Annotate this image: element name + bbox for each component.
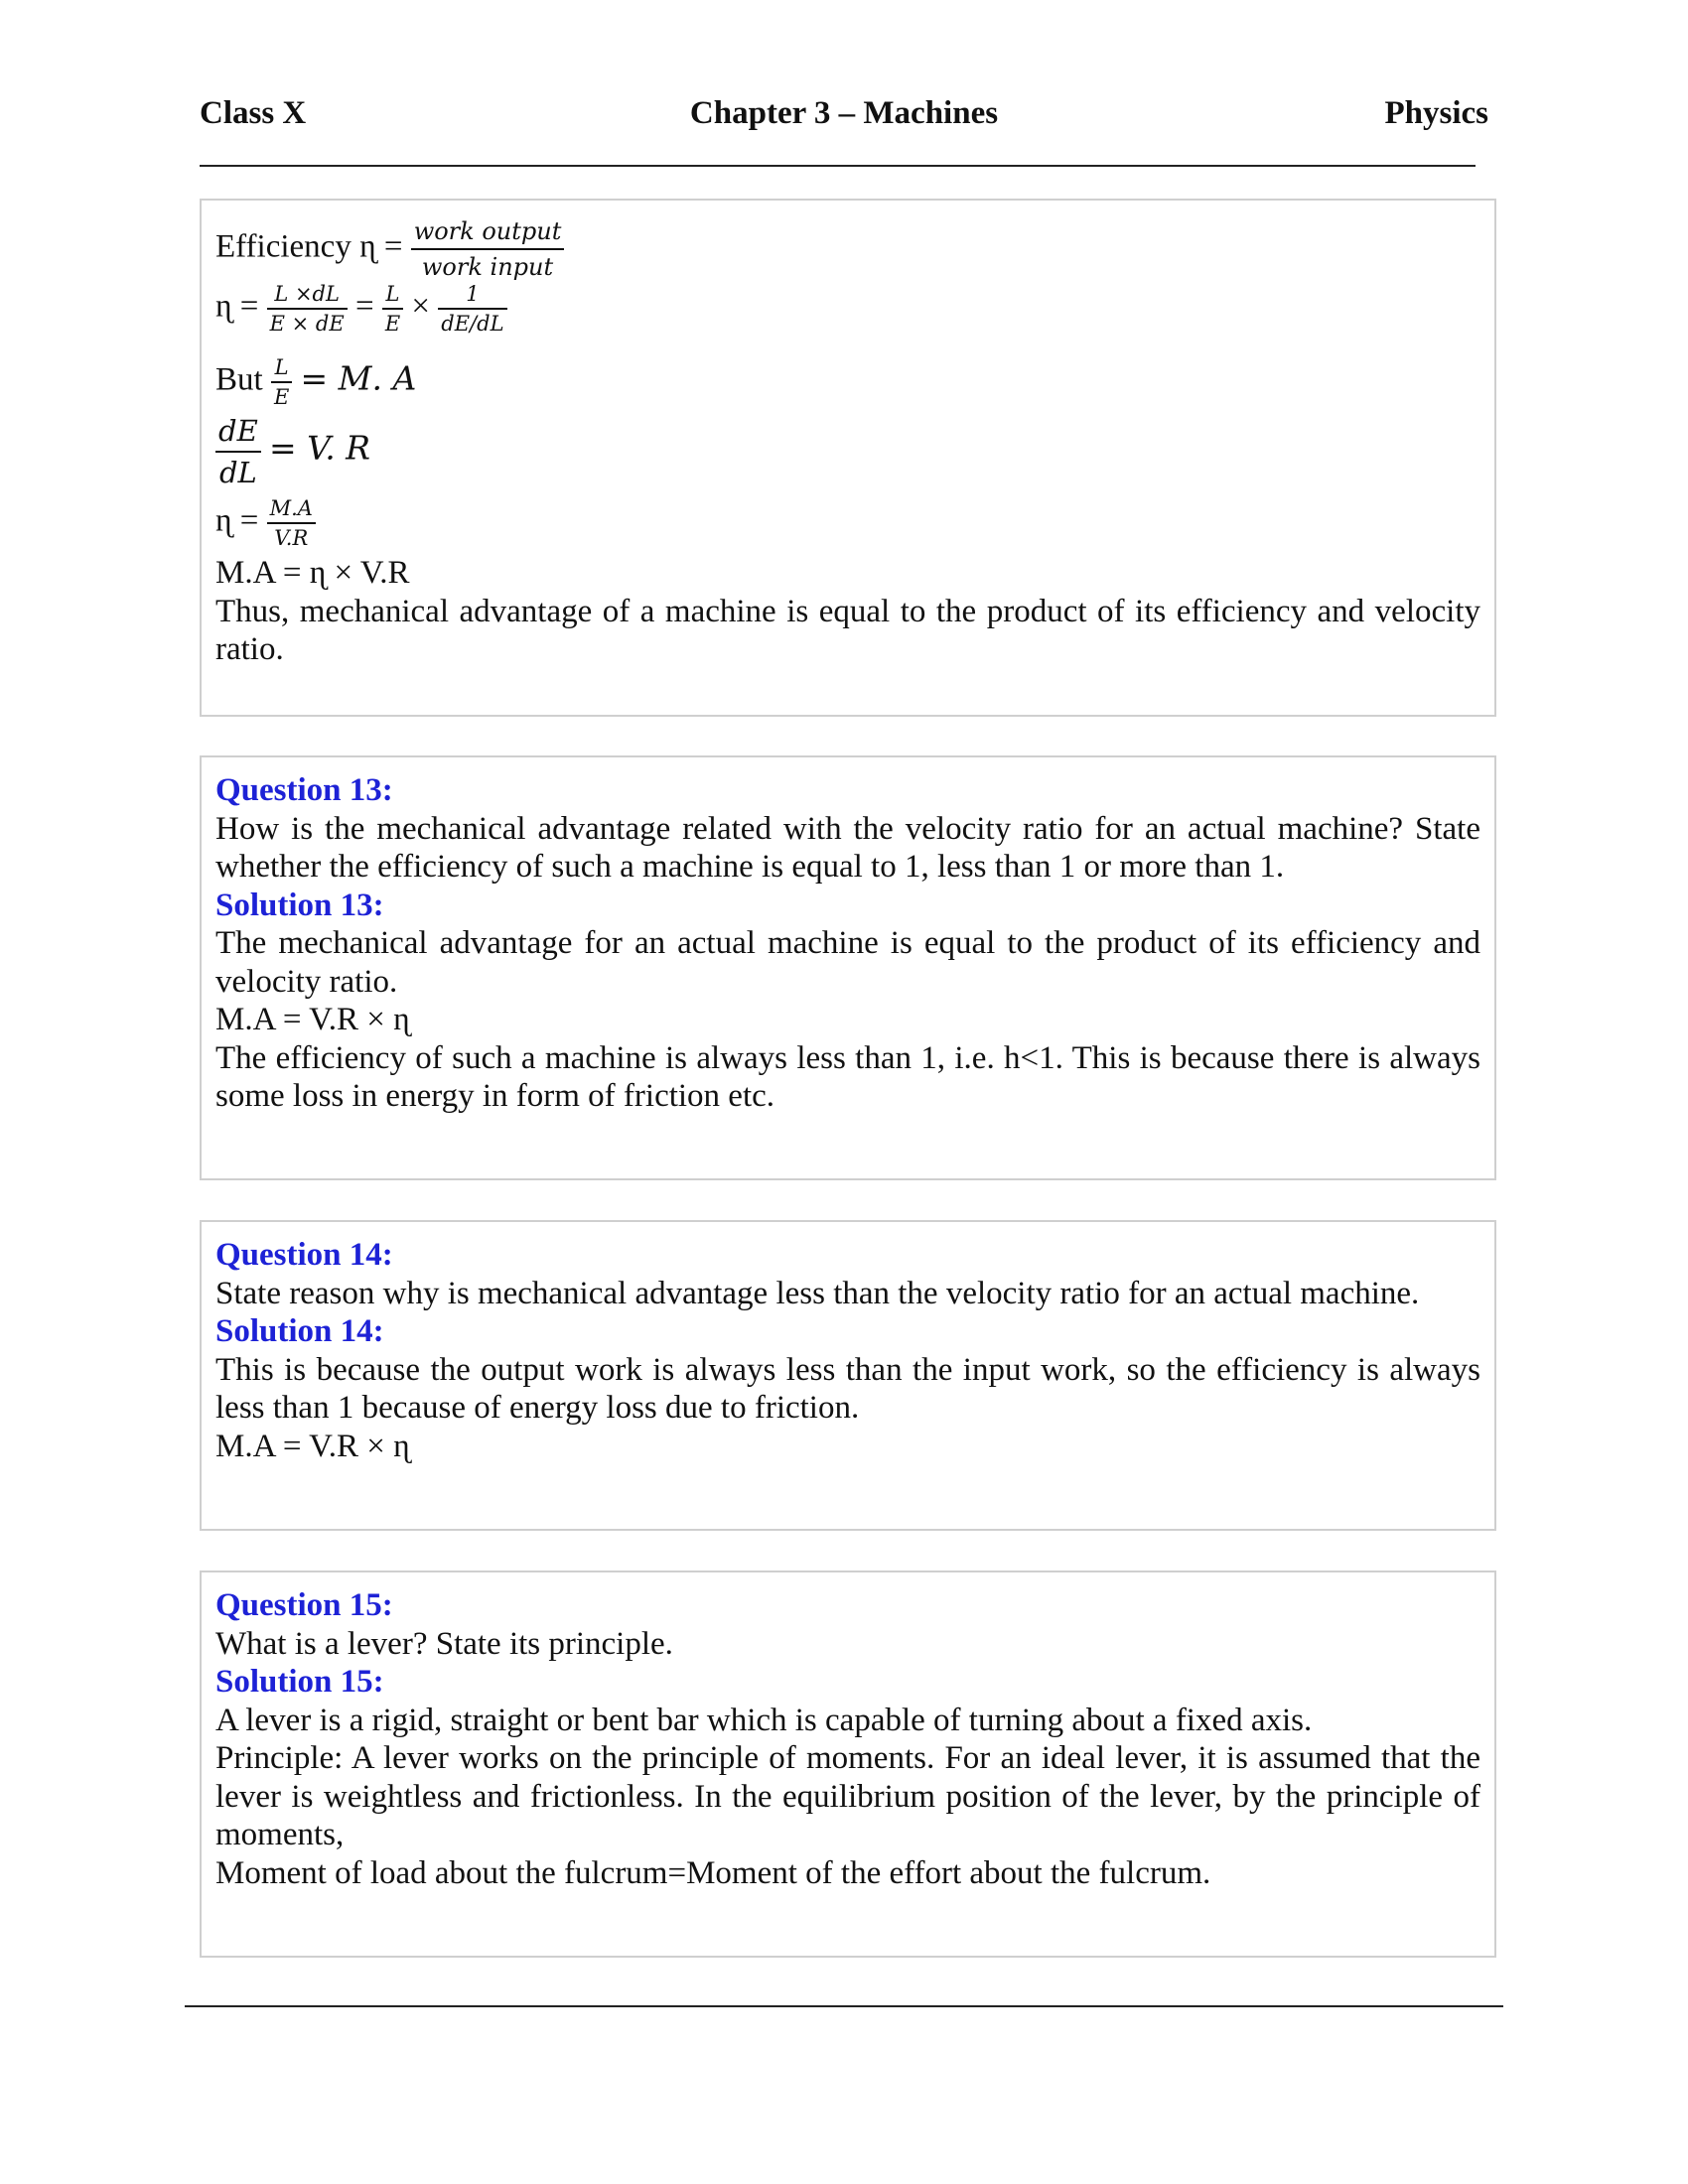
but-label: But <box>215 361 263 398</box>
solution-line: Principle: A lever works on the principle of moments. For an ideal lever, it is assumed that the lever is weightless and frictionless. In the equilibrium position of the lever, by the principle of moments, <box>215 1740 1480 1852</box>
load-numerator: L <box>382 280 403 310</box>
solution-line: The mechanical advantage for an actual machine is equal to the product of its efficiency and velocity ratio. <box>215 925 1480 1000</box>
ma-numerator: M.A <box>267 494 316 524</box>
efficiency-denominator: work input <box>421 253 554 281</box>
derivation-box <box>200 199 1496 717</box>
class-label: Class X <box>200 95 307 131</box>
question-text: State reason why is mechanical advantage less than the velocity ratio for an actual machine. <box>215 1275 1420 1311</box>
distance-ratio-fraction <box>215 411 261 492</box>
but-line <box>215 353 1480 411</box>
question-box <box>200 1570 1496 1958</box>
solution-title: Solution 15: <box>215 1664 384 1700</box>
velocity-ratio-rhs: = V. R <box>268 428 371 468</box>
but-numerator: L <box>271 353 292 383</box>
question-text: What is a lever? State its principle. <box>215 1625 673 1662</box>
eta-expansion <box>215 280 1480 353</box>
distance-ratio-denominator: dE/dL <box>441 312 504 336</box>
load-effort-fraction <box>267 280 348 338</box>
derivation-conclusion: Thus, mechanical advantage of a machine is equal to the product of its efficiency and velocity ratio. <box>215 593 1480 667</box>
one-numerator: 1 <box>438 280 506 310</box>
ma-equation: M.A = ɳ × V.R <box>215 555 410 591</box>
question-box <box>200 1220 1496 1531</box>
solution-title: Solution 14: <box>215 1313 384 1349</box>
eta2-label: ɳ = <box>215 502 259 539</box>
efficiency-label: Efficiency ɳ = <box>215 228 403 265</box>
header-divider <box>200 165 1476 167</box>
effort-distance-denominator: E × dE <box>269 312 345 336</box>
solution-line: The efficiency of such a machine is always less than 1, i.e. h<1. This is because there is always some loss in energy in form of friction etc. <box>215 1039 1480 1114</box>
page-header <box>200 95 1488 145</box>
solution-line: Moment of load about the fulcrum=Moment of the effort about the fulcrum. <box>215 1854 1211 1891</box>
load-over-effort-fraction <box>382 280 403 338</box>
but-denominator: E <box>273 385 290 409</box>
effort-distance-numerator: dE <box>215 411 261 453</box>
chapter-title: Chapter 3 – Machines <box>689 95 999 131</box>
efficiency-fraction <box>411 214 565 284</box>
efficiency-numerator: work output <box>411 214 565 250</box>
velocity-ratio-line <box>215 411 1480 494</box>
effort-denominator: E <box>384 312 401 336</box>
load-distance-numerator: L ×dL <box>267 280 348 310</box>
mechanical-advantage-rhs: = M. A <box>300 358 417 398</box>
solution-line: M.A = V.R × ɳ <box>215 1002 410 1037</box>
question-title: Question 13: <box>215 772 393 808</box>
question-title: Question 15: <box>215 1587 393 1623</box>
solution-line: A lever is a rigid, straight or bent bar which is capable of turning about a fixed axis. <box>215 1702 1313 1738</box>
load-distance-denominator: dL <box>218 456 257 489</box>
times-sign: × <box>411 288 431 325</box>
subject-label: Physics <box>1384 95 1488 131</box>
eta-ma-vr-line <box>215 494 1480 554</box>
footer-divider <box>185 2005 1503 2007</box>
efficiency-formula <box>215 214 1480 280</box>
question-box <box>200 755 1496 1180</box>
question-title: Question 14: <box>215 1237 393 1273</box>
eta-symbol: ɳ = <box>215 288 259 325</box>
solution-line: M.A = V.R × ɳ <box>215 1428 410 1464</box>
inverse-velocity-ratio-fraction <box>438 280 506 338</box>
question-text: How is the mechanical advantage related with the velocity ratio for an actual machine? State whether the efficiency of such a machine is equal to 1, less than 1 or more than 1. <box>215 810 1480 885</box>
equals-sign: = <box>354 288 374 325</box>
solution-line: This is because the output work is always less than the input work, so the efficiency is always less than 1 because of energy loss due to friction. <box>215 1351 1480 1426</box>
solution-title: Solution 13: <box>215 887 384 923</box>
vr-denominator: V.R <box>274 526 309 550</box>
ma-over-vr-fraction <box>267 494 316 552</box>
but-fraction <box>271 353 292 411</box>
